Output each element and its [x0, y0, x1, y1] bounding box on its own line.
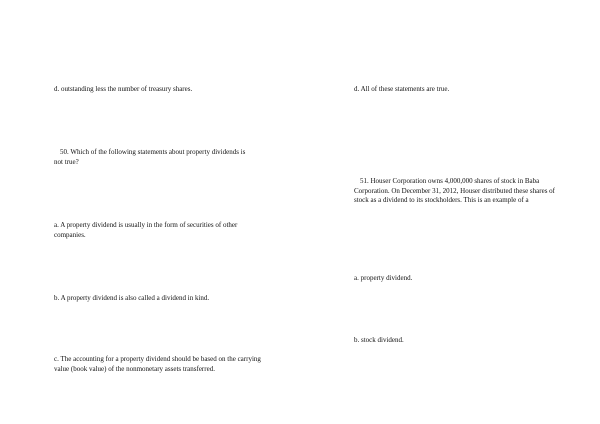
option-b-stock-dividend: b. stock dividend.	[354, 336, 404, 344]
option-b-dividend-in-kind: b. A property dividend is also called a dividend in kind.	[54, 294, 210, 302]
option-c-carrying-value: c. The accounting for a property dividend should be based on the carrying value (book value) of the nonmonetary assets transferred.	[54, 355, 261, 373]
question-50: 50. Which of the following statements about property dividends is not true?	[54, 148, 246, 166]
option-d-treasury-shares: d. outstanding less the number of treasury shares.	[54, 85, 193, 93]
option-a-securities: a. A property dividend is usually in the form of securities of other companies.	[54, 221, 238, 239]
question-51: 51. Houser Corporation owns 4,000,000 shares of stock in Baba Corporation. On December 31, 2012, Houser distributed these shares of stock as a dividend to its stockholders. This is an example of a	[354, 177, 556, 204]
option-d-all-true: d. All of these statements are true.	[354, 85, 450, 93]
option-a-property-dividend: a. property dividend.	[354, 274, 413, 282]
